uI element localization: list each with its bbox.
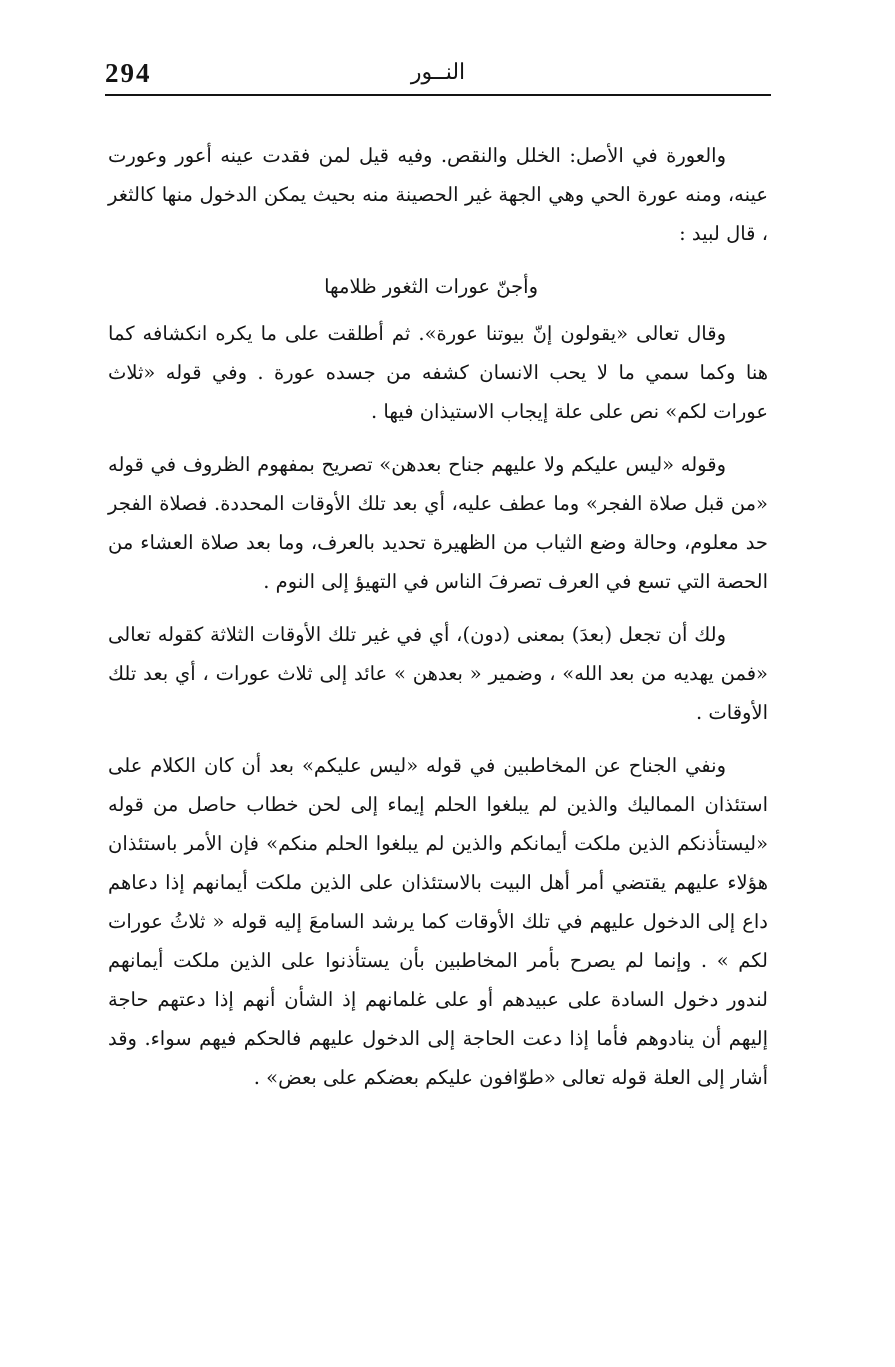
paragraph-5: ونفي الجناح عن المخاطبين في قوله «ليس عليكم» بعد أن كان الكلام على استئذان المماليك والذين لم يبلغوا الحلم إيماء إلى لحن خطاب حاصل من قوله «ليستأذنكم الذين ملكت أيمانكم والذين لم يبلغوا الحلم منكم» فإن الأمر باستئذان هؤلاء عليهم يقتضي أمر أهل البيت بالاستئذان على الذين ملكت أيمانهم إذا دعاهم داع إلى الدخول عليهم في تلك الأوقات كما يرشد السامعَ إليه قوله « ثلاثُ عورات لكم » . وإنما لم يصرح بأمر المخاطبين بأن يستأذنوا على الذين ملكت أيمانهم لندور دخول السادة على عبيدهم أو على غلمانهم إذ الشأن أنهم إذا دعتهم حاجة إليهم أن ينادوهم فأما إذا دعت الحاجة إلى الدخول عليهم فالحكم فيهم سواء. وقد أشار إلى العلة قوله تعالى «طوّافون عليكم بعضكم على بعض» . [108, 754, 768, 1089]
page-header [105, 52, 771, 94]
header-rule [105, 94, 771, 96]
paragraph-1: والعورة في الأصل: الخلل والنقص. وفيه قيل لمن فقدت عينه أعور وعورت عينه، ومنه عورة الحي وهي الجهة غير الحصينة منه بحيث يمكن الدخول منها كالثغر ، قال لبيد : [108, 144, 768, 245]
page-number: 294 [105, 58, 152, 88]
body-text [108, 136, 768, 1111]
running-title: النــور [410, 60, 466, 85]
paragraph-4: ولك أن تجعل (بعدَ) بمعنى (دون)، أي في غير تلك الأوقات الثلاثة كقوله تعالى «فمن يهديه من بعد الله» ، وضمير « بعدهن » عائد إلى ثلاث عورات ، أي بعد تلك الأوقات . [108, 623, 768, 724]
poetry-verse: وأجنّ عورات الثغور ظلامها [324, 275, 538, 298]
paragraph-3: وقوله «ليس عليكم ولا عليهم جناح بعدهن» تصريح بمفهوم الظروف في قوله «من قبل صلاة الفجر» وما عطف عليه، أي بعد تلك الأوقات المحددة. فصلاة الفجر حد معلوم، وحالة وضع الثياب من الظهيرة تحديد بالعرف، وما بعد صلاة العشاء من الحصة التي تسع في العرف تصرفَ الناس في التهيؤ إلى النوم . [108, 453, 768, 593]
paragraph-2: وقال تعالى «يقولون إنّ بيوتنا عورة». ثم أطلقت على ما يكره انكشافه كما هنا وكما سمي ما لا يحب الانسان كشفه من جسده عورة . وفي قوله «ثلاث عورات لكم» نص على علة إيجاب الاستيذان فيها . [108, 322, 768, 423]
